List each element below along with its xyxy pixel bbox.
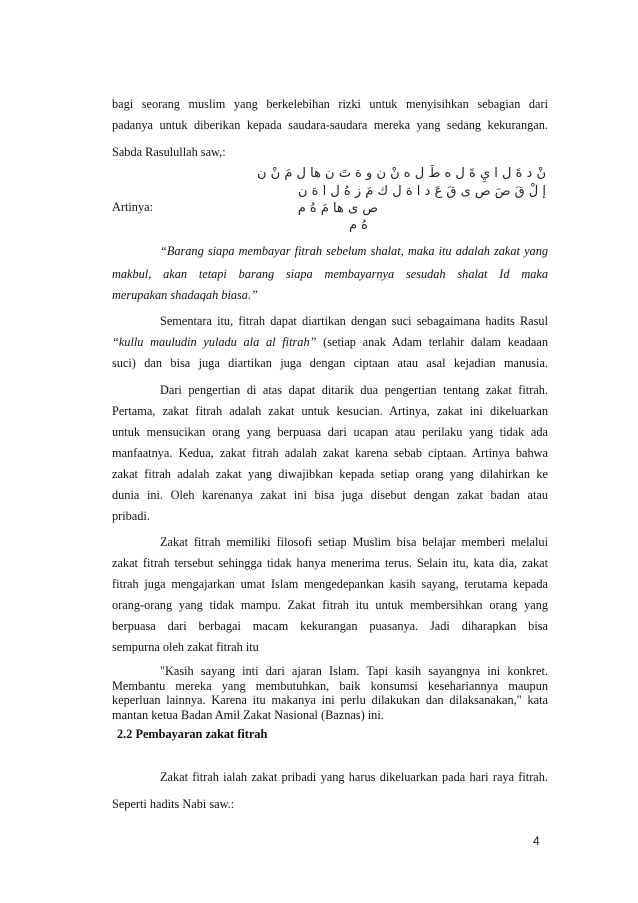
- para2-line-2: Pertama, zakat fitrah adalah zakat untuk kesucian. Artinya, zakat ini dikeluarkan: [112, 404, 548, 418]
- hadith-translation-line-2: makbul, akan tetapi barang siapa membayarnya sesudah shalat Id maka: [112, 267, 548, 281]
- arabic-hadith-row-4: هُ م: [349, 218, 368, 233]
- para3-line-1: Zakat fitrah memiliki filosofi setiap Muslim bisa belajar memberi melalui: [160, 535, 548, 549]
- arabic-hadith-row-1: نْ د ةَ ل ا يِ ةَ ل ه طَ ل ه نْ ن و ة تَ ن ها ل مَ نْ ن: [256, 166, 546, 181]
- para3-line-3: fitrah juga mengajarkan umat Islam mengedepankan kasih sayang, terutama kepada: [112, 577, 548, 591]
- para1-line-1: Sementara itu, fitrah dapat diartikan dengan suci sebagaimana hadits Rasul: [160, 314, 548, 328]
- para3-line-6: sempurna oleh zakat fitrah itu: [112, 640, 259, 654]
- hadith-translation-line-3: merupakan shadaqah biasa.”: [112, 288, 258, 302]
- section-heading: 2.2 Pembayaran zakat fitrah: [117, 727, 268, 741]
- quote-rest: Membantu mereka yang membutuhkan, baik konsumsi kesehariannya maupun keperluan lainnya. Karena itu makanya ini perlu dilakukan dan dilaksanakan," kata mantan ketua Badan Amil Zakat Nasional (Baznas) ini.: [112, 678, 548, 722]
- fitrah-hadith-meaning: (setiap anak Adam terlahir dalam keadaan: [323, 335, 549, 349]
- fitrah-hadith-quote: “kullu mauludin yuladu ala al fitrah”: [112, 335, 317, 349]
- arabic-hadith-row-2: إ لْ قَ صَ ص ى قَ عَ د ا ة ل ك مَ ز هُ ل ا ة ن: [297, 184, 546, 199]
- para4-line-2: Seperti hadits Nabi saw.:: [112, 797, 235, 811]
- para3-line-5: berpuasa dari berbagai macam kekurangan puasanya. Jadi diharapkan bisa: [112, 619, 548, 633]
- intro-line-2: padanya untuk diberikan kepada saudara-saudara mereka yang sedang kekurangan.: [112, 118, 548, 132]
- para2-line-3: untuk mensucikan orang yang berpuasa dari ucapan atau perilaku yang tidak ada: [112, 425, 548, 439]
- para4-line-1: Zakat fitrah ialah zakat pribadi yang harus dikeluarkan pada hari raya fitrah.: [160, 770, 548, 784]
- para1-line-3: suci) dan bisa juga diartikan juga dengan ciptaan atau asal kejadian manusia.: [112, 356, 548, 370]
- para3-line-4: orang-orang yang tidak mampu. Zakat fitrah itu untuk membersihkan orang yang: [112, 598, 548, 612]
- hadith-translation-line-1: “Barang siapa membayar fitrah sebelum shalat, maka itu adalah zakat yang: [160, 244, 548, 258]
- quote-first-line: "Kasih sayang inti dari ajaran Islam. Tapi kasih sayangnya ini konkret.: [160, 664, 548, 678]
- para1-line-2: [112, 335, 548, 349]
- para2-line-4: manfaatnya. Kedua, zakat fitrah adalah zakat karena sebab ciptaan. Artinya bahwa: [112, 446, 548, 460]
- para2-line-6: dunia ini. Oleh karenanya zakat ini bisa juga disebut dengan zakat badan atau: [112, 488, 548, 502]
- arabic-hadith-row-3: ص ى ها مَ هُ م: [297, 201, 378, 216]
- para2-line-1: Dari pengertian di atas dapat ditarik dua pengertian tentang zakat fitrah.: [160, 383, 548, 397]
- intro-line-1: bagi seorang muslim yang berkelebihan rizki untuk menyisihkan sebagian dari: [112, 97, 548, 111]
- artinya-label: Artinya:: [112, 200, 153, 214]
- para2-line-7: pribadi.: [112, 509, 150, 523]
- page-number: 4: [533, 834, 540, 848]
- sabda-label: Sabda Rasulullah saw,:: [112, 145, 226, 159]
- para3-line-2: zakat fitrah tersebut sehingga tidak hanya menerima terus. Selain itu, kata dia, zakat: [112, 556, 548, 570]
- quote-block: [112, 664, 548, 722]
- para2-line-5: zakat fitrah adalah zakat yang diwajibkan kepada setiap orang yang dilahirkan ke: [112, 467, 548, 481]
